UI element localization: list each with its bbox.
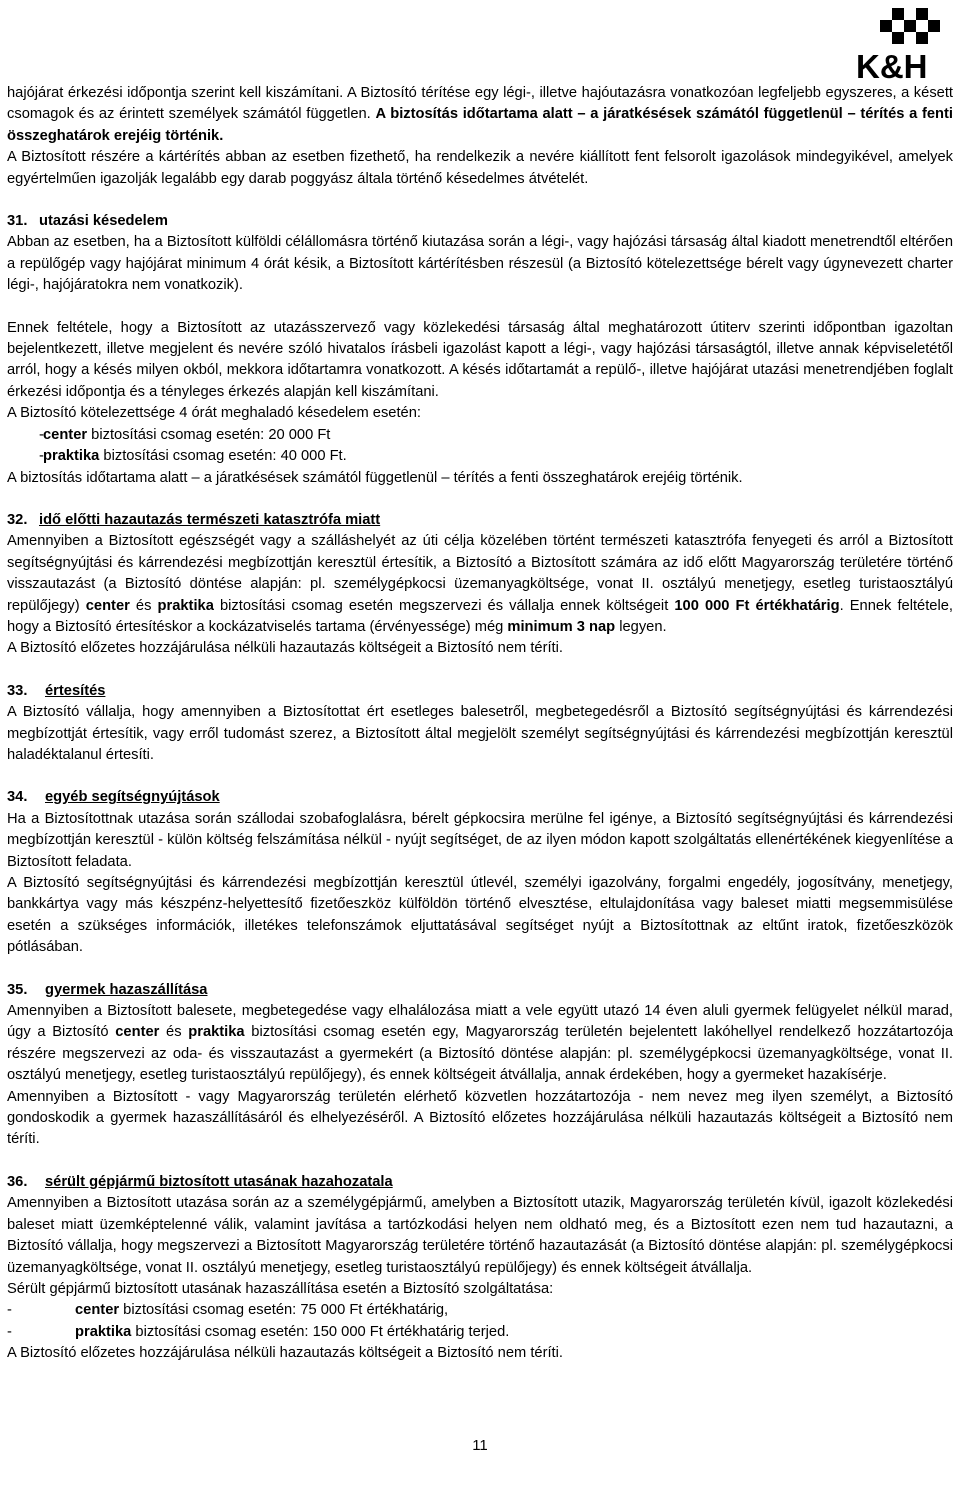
page-number: 11	[472, 1437, 488, 1454]
section-32-heading: 32. idő előtti hazautazás természeti katasztrófa miatt	[7, 511, 381, 528]
section-34-p2: A Biztosító segítségnyújtási és kárrendezési megbízottján keresztül útlevél, személyi igazolvány, forgalmi engedély, jogosítvány, menetjegy, bankkártya vagy más készpénz-helyettesítő fizetőeszköz külföldön történő elvesztése, eltulajdonítása vagy baleset miatti megsemmisülése esetén a szükséges információk, illetékes telefonszámok eljuttatásával segítséget nyújt a Biztosítottnak az eltűnt iratok, fizetőeszközök pótlásában.	[7, 875, 953, 956]
logo-text: K&H	[856, 48, 928, 82]
kh-logo	[852, 2, 952, 82]
document-body	[7, 83, 953, 1365]
section-31-p2: Ennek feltétele, hogy a Biztosított az utazásszervező vagy közlekedési társaság által meghatározott útiterv szerinti időpontban igazoltan bejelentkezett, illetve megjelent és nevére szóló hivatalos írásbeli igazolást kapott a légi-, vagy hajózási társaságtól, illetve annak képviseletétől arról, hogy a késés milyen okból, mekkora időtartamra vonatkozott. A késés időtartamát a repülő-, illetve hajójárat utazási menetrendjében foglalt érkezési időpontja és a tényleges érkezés alapján kell kiszámítani.	[7, 319, 953, 400]
section-31-p3: A Biztosító kötelezettsége 4 órát meghaladó késedelem esetén:	[7, 405, 421, 422]
list-item: - praktika biztosítási csomag esetén: 40 000 Ft.	[39, 448, 347, 465]
section-35-p2: Amennyiben a Biztosított - vagy Magyarország területén elérhető közvetlen hozzátartozója - nem nevez meg ilyen személyt, a Biztosító gondoskodik a gyermek hazaszállításáról és elhelyezéséről. A Biztosító előzetes hozzájárulása nélküli hazautazás költségeit a Biztosító nem téríti.	[7, 1088, 953, 1148]
section-33-heading: 33. értesítés	[7, 682, 106, 699]
section-36-p1: Amennyiben a Biztosított utazása során az a személygépjármű, amelyben a Biztosított utazik, Magyarország területén kívül, igazolt közlekedési baleset miatt üzemképtelenné válik, valamint javítása a tartózkodási helyen nem oldható meg, és a Biztosított ezen nem tud hazautazni, a Biztosító vállalja, hogy megszervezi a Biztosított Magyarország területére történő hazautazását (a Biztosító döntése alapján: pl. személygépkocsi üzemanyagköltsége, vonat II. osztályú menetjegy, esetleg turistaosztályú repülőjegy) és ennek költségeit átvállalja.	[7, 1195, 953, 1276]
list-item: - center biztosítási csomag esetén: 75 000 Ft értékhatárig,	[7, 1302, 449, 1319]
list-item: - center biztosítási csomag esetén: 20 000 Ft	[39, 426, 331, 443]
section-35-p1: Amennyiben a Biztosított balesete, megbetegedése vagy elhalálozása miatt a vele együtt utazó 14 éven aluli gyermek felügyelet nélkül marad, úgy a Biztosító center és praktika biztosítási csomag esetén egy, Magyarország területén bejelentett lakóhellyel rendelkező hozzátartozója részére megszervezi az oda- és visszautazást a gyermekért (a Biztosító döntése alapján: pl. személygépkocsi üzemanyagköltsége, vonat II. osztályú menetjegy, esetleg turistaosztályú repülőjegy), és ennek költségeit átvállalja, annak érdekében, hogy a gyermeket hazakísérje.	[7, 1003, 953, 1084]
list-item: - praktika biztosítási csomag esetén: 150 000 Ft értékhatárig terjed.	[7, 1323, 510, 1340]
section-36-p3: A Biztosító előzetes hozzájárulása nélküli hazautazás költségeit a Biztosító nem téríti.	[7, 1345, 563, 1362]
intro-paragraph-2: A Biztosított részére a kártérítés abban az esetben fizethető, ha rendelkezik a nevére kiállított fent felsorolt igazolások mindegyikével, amelyek egyértelműen igazolják legalább egy darab poggyász általa történő késedelmes átvételét.	[7, 149, 953, 187]
intro-paragraph: hajójárat érkezési időpontja szerint kell kiszámítani. A Biztosító térítése egy légi-, illetve hajóutazásra vonatkozóan legfeljebb egyszeres, a késett csomagok és az érintett személyek számától független. A biztosítás időtartama alatt – a járatkésések számától függetlenül – térítés a fenti összeghatárok erejéig történik.	[7, 85, 953, 144]
section-31-heading: 31. utazási késedelem	[7, 213, 168, 230]
section-31-p1: Abban az esetben, ha a Biztosított külföldi célállomásra történő kiutazása során a légi-, vagy hajózási társaság által kiadott menetrendtől eltérően a repülőgép vagy hajójárat minimum 4 órát késik, a Biztosított kártérítésben részesül (a Biztosító kötelezettsége bérelt vagy úgynevezett charter légi-, hajójáratokra nem vonatkozik).	[7, 234, 953, 294]
section-34-heading: 34. egyéb segítségnyújtások	[7, 789, 220, 806]
section-36-p2: Sérült gépjármű biztosított utasának hazaszállítása esetén a Biztosító szolgáltatása:	[7, 1280, 554, 1297]
section-32-p1: Amennyiben a Biztosított egészségét vagy a szálláshelyét az úti célja közelében történt természeti katasztrófa fenyegeti és arról a Biztosított segítségnyújtási és kárrendezési megbízottján keresztül értesítik, a Biztosító a Biztosított számára az idő előtt Magyarország területére történő visszautazást (a Biztosító döntése alapján: pl. személygépkocsi üzemanyagköltsége, vonat II. osztályú menetjegy, esetleg turistaosztályú repülőjegy) center és praktika biztosítási csomag esetén megszervezi és vállalja ennek költségeit 100 000 Ft értékhatárig. Ennek feltétele, hogy a Biztosító értesítéskor a kockázatviselés tartama (érvényessége) még minimum 3 nap legyen.	[7, 533, 953, 635]
section-32-p2: A Biztosító előzetes hozzájárulása nélküli hazautazás költségeit a Biztosító nem téríti.	[7, 640, 563, 657]
section-34-p1: Ha a Biztosítottnak utazása során szállodai szobafoglalásra, bérelt gépkocsira merülne fel igénye, a Biztosító segítségnyújtási és kárrendezési megbízottján keresztül - külön költség felszámítása nélkül - nyújt segítséget, de az ilyen módon kapott szolgáltatás ellenértékének kiegyenlítése a Biztosított feladata.	[7, 810, 953, 870]
section-36-heading: 36. sérült gépjármű biztosított utasának hazahozatala	[7, 1173, 393, 1190]
section-33-p1: A Biztosító vállalja, hogy amennyiben a Biztosítottat ért esetleges balesetről, megbetegedésről a Biztosító segítségnyújtási és kárrendezési megbízottját értesítik, vagy erről tudomást szerez, a Biztosított által megjelölt személyt segítségnyújtási és kárrendezési megbízottján keresztül haladéktalanul értesíti.	[7, 704, 953, 763]
section-35-heading: 35. gyermek hazaszállítása	[7, 981, 208, 998]
section-31-p4: A biztosítás időtartama alatt – a járatkésések számától függetlenül – térítés a fenti összeghatárok erejéig történik.	[7, 469, 743, 486]
